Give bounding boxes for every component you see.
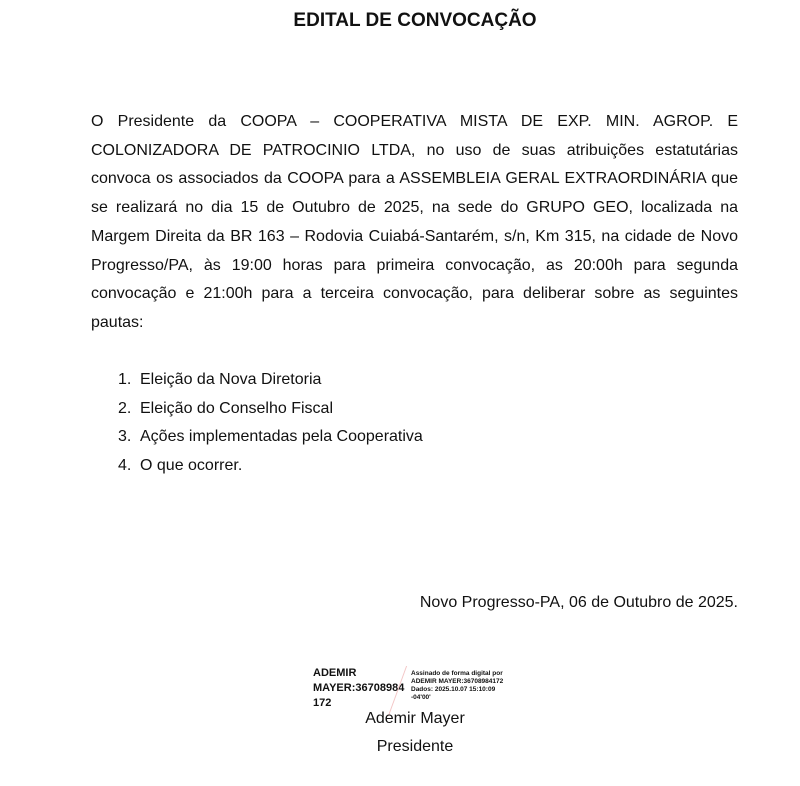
agenda-item	[118, 366, 423, 395]
signature-meta-line: Assinado de forma digital por	[411, 670, 503, 677]
agenda-text: Eleição da Nova Diretoria	[140, 371, 322, 388]
signer-name: Ademir Mayer	[365, 710, 465, 727]
agenda-item	[118, 395, 423, 424]
convocation-paragraph: O Presidente da COOPA – COOPERATIVA MISTA DE EXP. MIN. AGROP. E COLONIZADORA DE PATROCINIO LTDA, no uso de suas atribuições estatutárias convoca os associados da COOPA para a ASSEMBLEIA GERAL EXTRAORDINÁRIA que se realizará no dia 15 de Outubro de 2025, na sede do GRUPO GEO, localizada na Margem Direita da BR 163 – Rodovia Cuiabá-Santarém, s/n, Km 315, na cidade de Novo Progresso/PA, às 19:00 horas para primeira convocação, as 20:00h para segunda convocação e 21:00h para a terceira convocação, para deliberar sobre as seguintes pautas:	[91, 113, 738, 331]
signature-meta-line: ADEMIR MAYER:36708984172	[411, 678, 504, 685]
digital-signature-stamp	[313, 666, 504, 711]
place-and-date: Novo Progresso-PA, 06 de Outubro de 2025.	[419, 594, 738, 611]
agenda-number: 1.	[118, 371, 132, 388]
agenda-item	[118, 423, 423, 452]
signature-details	[411, 670, 511, 702]
signature-name: ADEMIR MAYER:36708984172	[313, 667, 405, 709]
agenda-number: 3.	[118, 428, 132, 446]
agenda-number: 2.	[118, 399, 132, 417]
agenda-text: Ações implementadas pela Cooperativa	[140, 428, 423, 446]
agenda-item	[118, 452, 423, 481]
agenda-list	[118, 366, 423, 481]
signer-role: Presidente	[376, 738, 454, 755]
signature-meta-line: Dados: 2025.10.07 15:10:09	[411, 686, 496, 693]
agenda-number: 4.	[118, 457, 132, 475]
signature-meta-line: -04'00'	[411, 694, 431, 701]
agenda-text: Eleição do Conselho Fiscal	[140, 399, 333, 417]
document-title: EDITAL DE CONVOCAÇÃO	[293, 10, 537, 31]
agenda-text: O que ocorrer.	[140, 457, 243, 475]
